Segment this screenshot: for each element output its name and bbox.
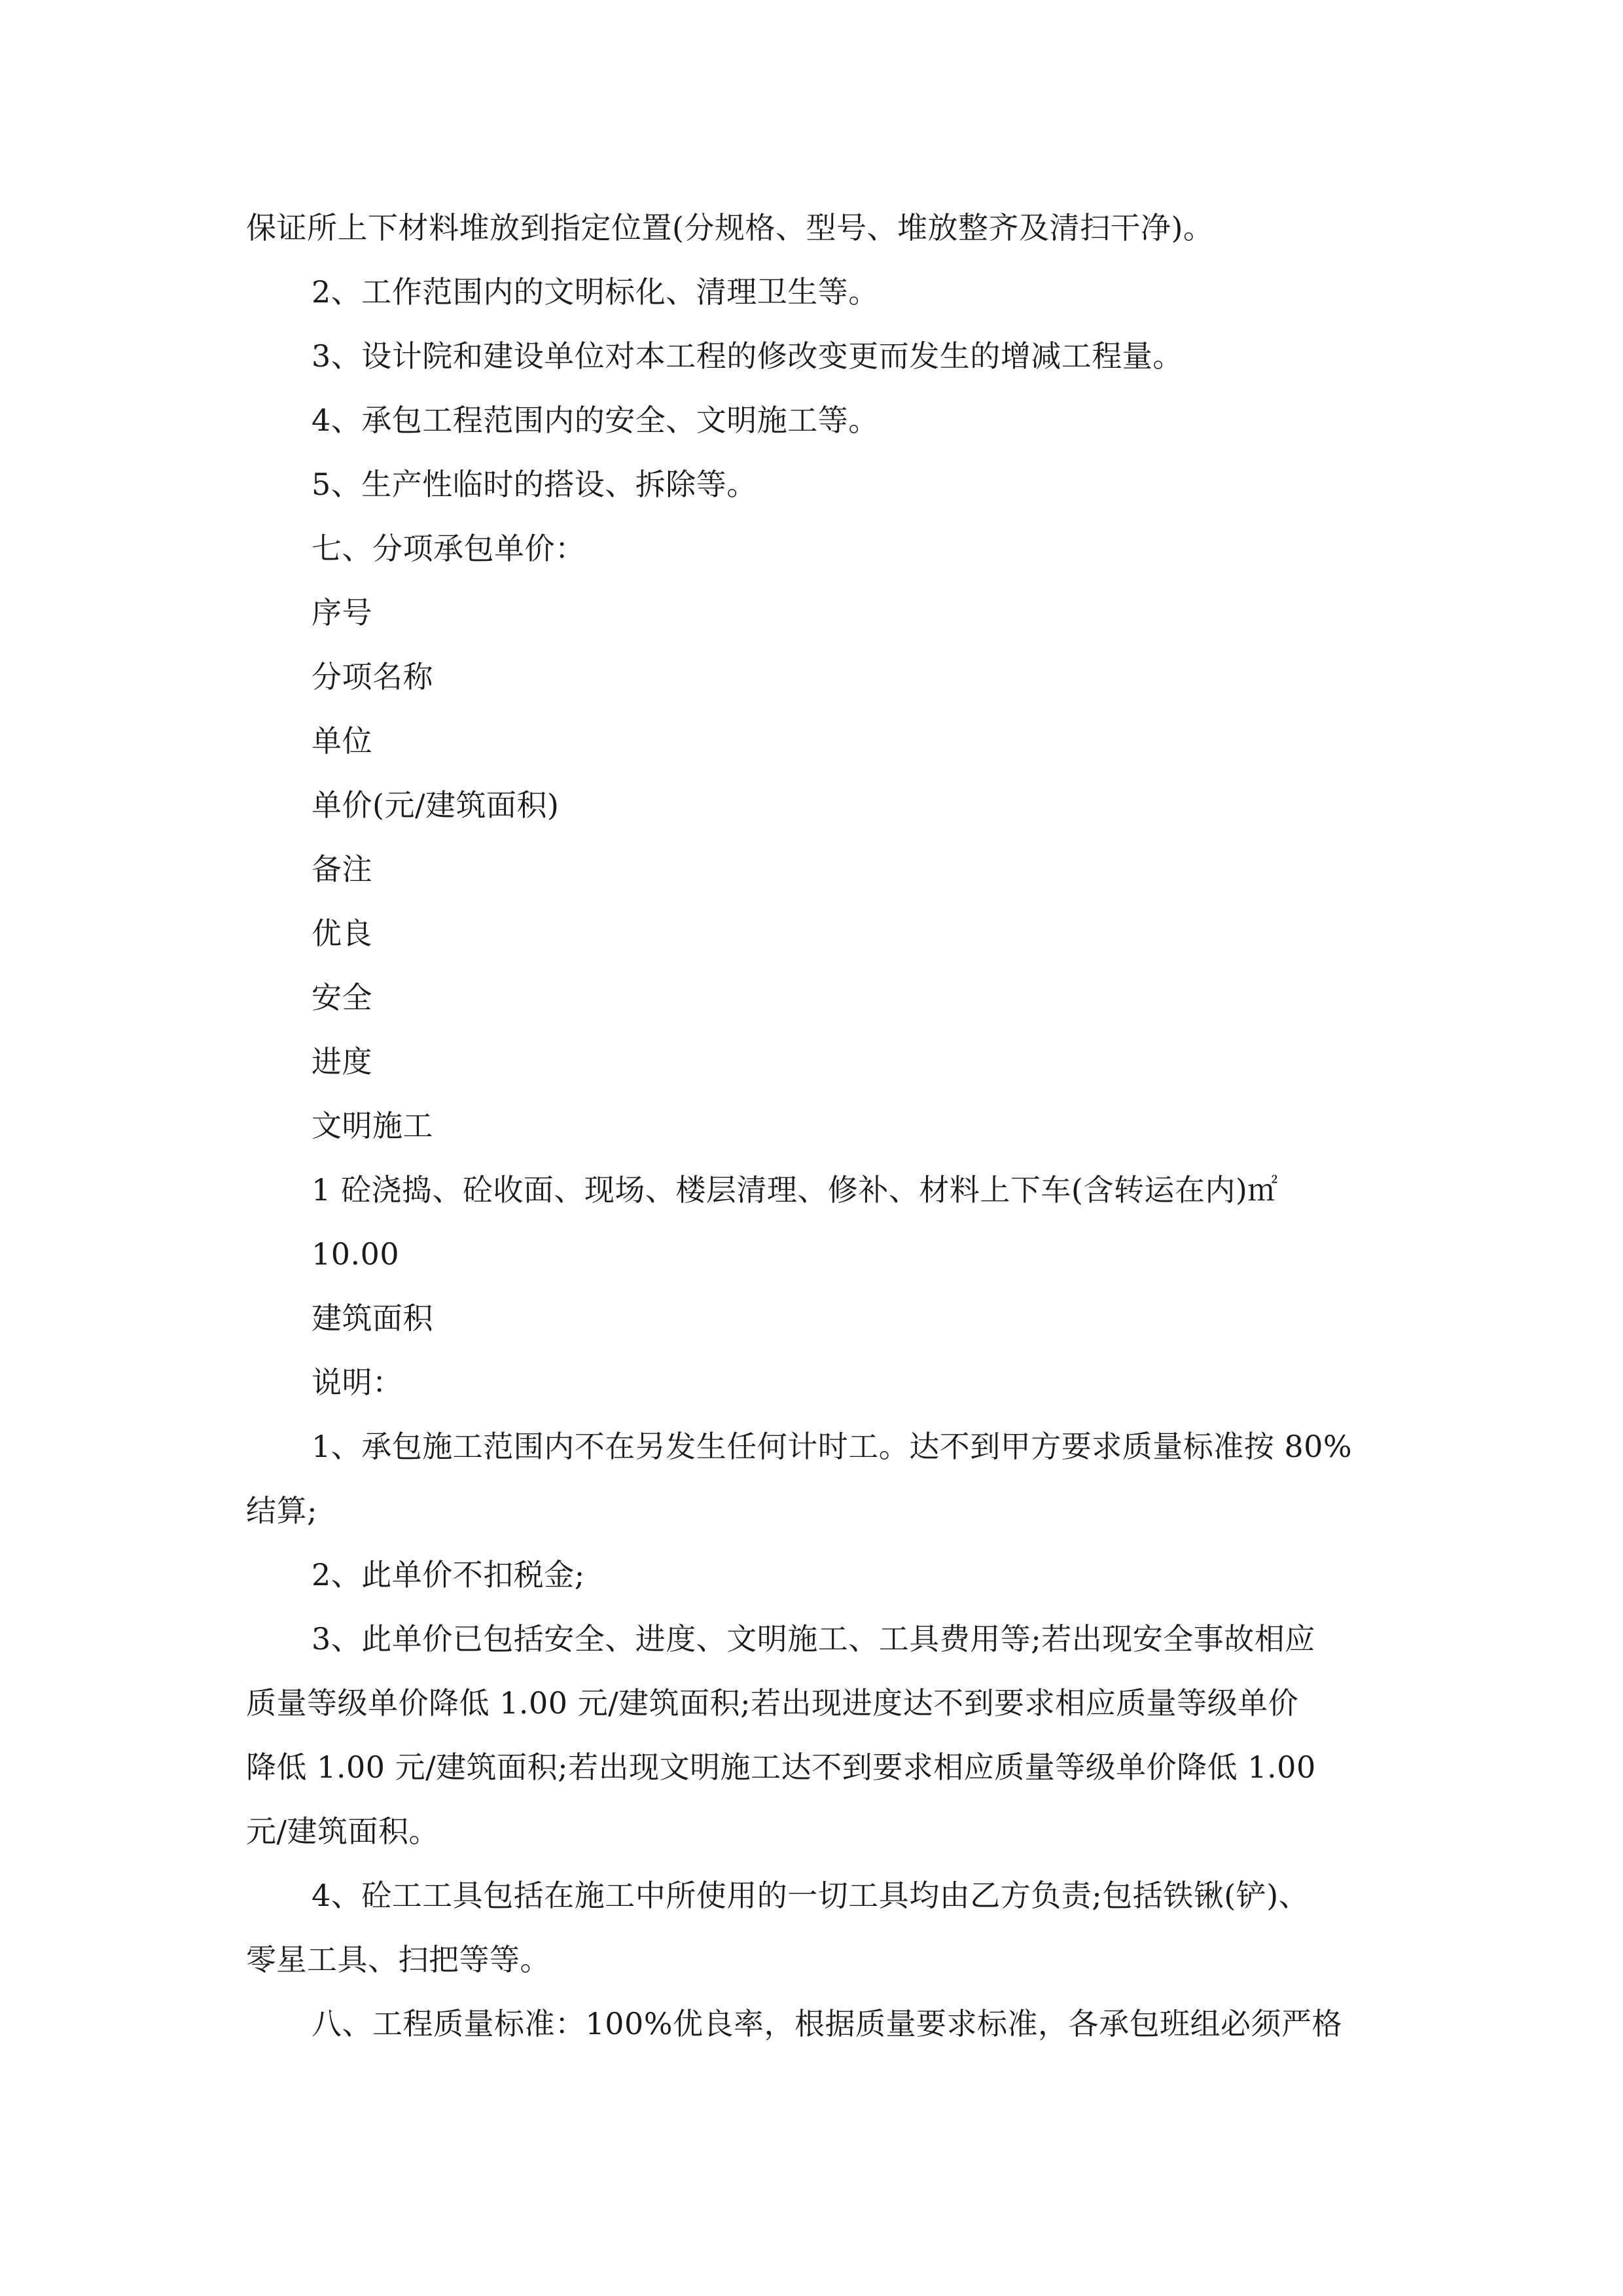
section-heading: 七、分项承包单价：: [312, 531, 586, 566]
note-item: 1、承包施工范围内不在另发生任何计时工。达不到甲方要求质量标准按 80%: [312, 1429, 1353, 1464]
note-item: 3、此单价已包括安全、进度、文明施工、工具费用等;若出现安全事故相应: [312, 1621, 1315, 1657]
note-item: 4、砼工工具包括在施工中所使用的一切工具均由乙方负责;包括铁锹(铲)、: [312, 1878, 1310, 1913]
list-item: 5、生产性临时的搭设、拆除等。: [312, 467, 757, 502]
note-item-continuation: 质量等级单价降低 1.00 元/建筑面积;若出现进度达不到要求相应质量等级单价: [246, 1685, 1299, 1721]
note-item: 2、此单价不扣税金;: [312, 1557, 585, 1592]
table-header-cell: 备注: [312, 852, 372, 887]
table-cell: 建筑面积: [312, 1300, 433, 1336]
note-item-continuation: 元/建筑面积。: [246, 1814, 439, 1849]
table-header-cell: 安全: [312, 980, 372, 1015]
paragraph-line: 保证所上下材料堆放到指定位置(分规格、型号、堆放整齐及清扫干净)。: [246, 210, 1214, 245]
list-item: 3、设计院和建设单位对本工程的修改变更而发生的增减工程量。: [312, 338, 1183, 374]
list-item: 2、工作范围内的文明标化、清理卫生等。: [312, 274, 879, 310]
table-header-cell: 文明施工: [312, 1108, 433, 1143]
table-header-cell: 单价(元/建筑面积): [312, 787, 560, 823]
table-header-cell: 单位: [312, 723, 372, 759]
notes-heading: 说明：: [312, 1365, 403, 1400]
list-item: 4、承包工程范围内的安全、文明施工等。: [312, 403, 879, 438]
table-cell: 1 砼浇捣、砼收面、现场、楼层清理、修补、材料上下车(含转运在内)㎡: [312, 1172, 1278, 1208]
table-header-cell: 优良: [312, 916, 372, 951]
note-item-continuation: 降低 1.00 元/建筑面积;若出现文明施工达不到要求相应质量等级单价降低 1.00: [246, 1749, 1316, 1785]
table-header-cell: 进度: [312, 1044, 372, 1079]
table-header-cell: 分项名称: [312, 659, 433, 694]
section-heading: 八、工程质量标准：100%优良率，根据质量要求标准，各承包班组必须严格: [312, 2006, 1343, 2041]
table-header-cell: 序号: [312, 595, 372, 630]
table-cell: 10.00: [312, 1236, 400, 1272]
note-item-continuation: 结算;: [246, 1493, 317, 1528]
note-item-continuation: 零星工具、扫把等等。: [246, 1942, 550, 1977]
